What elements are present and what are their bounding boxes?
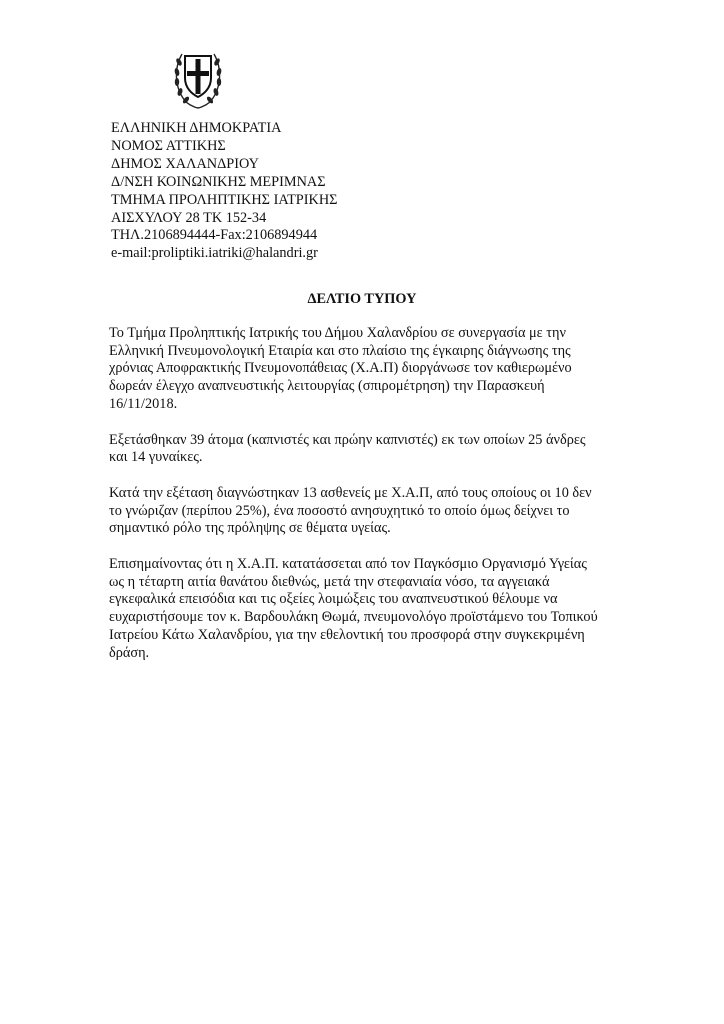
greek-coat-of-arms-icon (172, 42, 224, 110)
header-line-phone-fax: ΤΗΛ.2106894444-Fax:2106894944 (111, 227, 318, 244)
text-line: εγκεφαλικά επεισόδια και τις οξείες λοιμώξεις του αναπνευστικού θέλουμε να (109, 591, 558, 608)
text-line: Επισημαίνοντας ότι η Χ.Α.Π. κατατάσσεται από τον Παγκόσμιο Οργανισμό Υγείας (109, 556, 587, 573)
paragraph-3 (109, 485, 619, 538)
sender-address-block (111, 120, 631, 263)
header-line-address: ΑΙΣΧΥΛΟΥ 28 ΤΚ 152-34 (111, 209, 267, 226)
paragraph-4 (109, 556, 619, 662)
header-line-prefecture: ΝΟΜΟΣ ΑΤΤΙΚΗΣ (111, 137, 226, 154)
text-line: σημαντικό ρόλο της πρόληψης σε θέματα υγείας. (109, 520, 391, 537)
text-line: 16/11/2018. (109, 395, 178, 412)
text-line: δράση. (109, 644, 150, 661)
text-line: και 14 γυναίκες. (109, 449, 203, 466)
header-line-municipality: ΔΗΜΟΣ ΧΑΛΑΝΔΡΙΟΥ (111, 155, 259, 172)
text-line: δωρεάν έλεγχο αναπνευστικής λειτουργίας (σπιρομέτρηση) την Παρασκευή (109, 378, 545, 395)
text-line: το γνώριζαν (περίπου 25%), ένα ποσοστό ανησυχητικό το οποίο όμως δείχνει το (109, 502, 570, 519)
paragraph-2 (109, 432, 619, 467)
text-line: ως η τέταρτη αιτία θανάτου διεθνώς, μετά την στεφανιαία νόσο, τα αγγειακά (109, 573, 550, 590)
header-line-department: ΤΜΗΜΑ ΠΡΟΛΗΠΤΙΚΗΣ ΙΑΤΡΙΚΗΣ (111, 191, 338, 208)
text-line: Ιατρείου Κάτω Χαλανδρίου, για την εθελοντική του προσφορά στην συγκεκριμένη (109, 626, 585, 643)
paragraph-1 (109, 325, 619, 414)
text-line: Το Τμήμα Προληπτικής Ιατρικής του Δήμου Χαλανδρίου σε συνεργασία με την (109, 325, 566, 341)
text-line: Κατά την εξέταση διαγνώστηκαν 13 ασθενείς με Χ.Α.Π, από τους οποίους οι 10 δεν (109, 484, 592, 501)
header-line-email: e-mail:proliptiki.iatriki@halandri.gr (111, 245, 318, 262)
press-release-body (109, 325, 619, 680)
document-title: ΔΕΛΤΙΟ ΤΥΠΟΥ (307, 291, 417, 307)
text-line: Ελληνική Πνευμονολογική Εταιρία και στο πλαίσιο της έγκαιρης διάγνωσης της (109, 342, 571, 359)
header-line-republic: ΕΛΛΗΝΙΚΗ ΔΗΜΟΚΡΑΤΙΑ (111, 120, 282, 136)
header-line-directorate: Δ/ΝΣΗ ΚΟΙΝΩΝΙΚΗΣ ΜΕΡΙΜΝΑΣ (111, 173, 326, 190)
text-line: Εξετάσθηκαν 39 άτομα (καπνιστές και πρώην καπνιστές) εκ των οποίων 25 άνδρες (109, 431, 586, 448)
text-line: χρόνιας Αποφρακτικής Πνευμονοπάθειας (Χ.Α.Π) διοργάνωσε τον καθιερωμένο (109, 360, 572, 377)
text-line: ευχαριστήσουμε τον κ. Βαρδουλάκη Θωμά, πνευμονολόγο προϊστάμενο του Τοπικού (109, 609, 598, 626)
